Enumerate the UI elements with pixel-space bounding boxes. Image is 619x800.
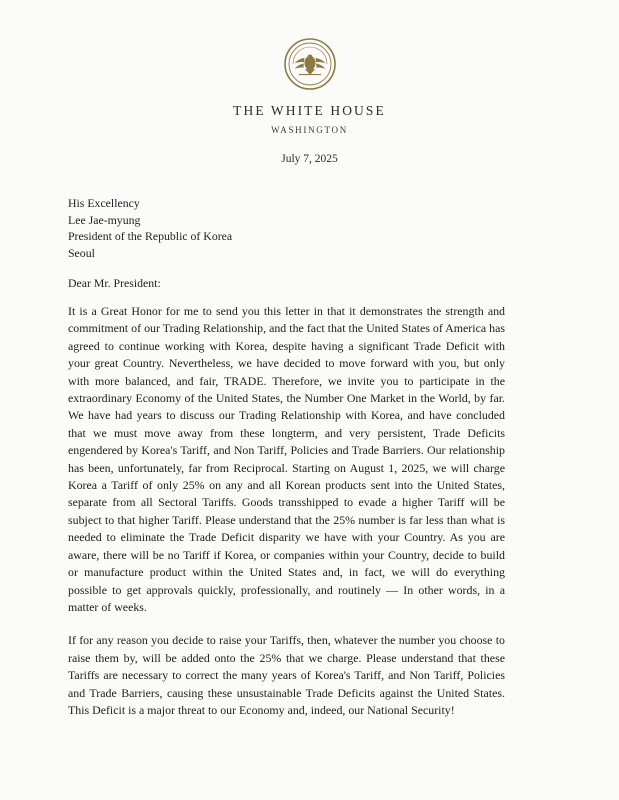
letter-body bbox=[68, 303, 505, 719]
salutation: Dear Mr. President: bbox=[68, 276, 161, 290]
recipient-line-4: Seoul bbox=[68, 245, 95, 260]
letter-date: July 7, 2025 bbox=[281, 153, 338, 165]
recipient-line-2: Lee Jae-myung bbox=[68, 212, 141, 227]
letterhead-title: THE WHITE HOUSE bbox=[233, 103, 386, 118]
letterhead bbox=[0, 103, 619, 135]
recipient-line-1: His Excellency bbox=[68, 196, 140, 210]
letterhead-subtitle: WASHINGTON bbox=[271, 125, 348, 135]
recipient-line-3: President of the Republic of Korea bbox=[68, 229, 233, 243]
body-paragraph: It is a Great Honor for me to send you this letter in that it demonstrates the strength and commitment of our Trading Relationship, and the fact that the United States of America has agreed to continue working with Korea, despite having a significant Trade Deficit with your great Country. Nevertheless, we have decided to move forward with you, but only with more balanced, and fair, TRADE. Therefore, we invite you to participate in the extraordinary Economy of the United States, the Number One Market in the World, by far. We have had years to discuss our Trading Relationship with Korea, and have concluded that we must move away from these longterm, and very persistent, Trade Deficits engendered by Korea's Tariff, and Non Tariff, Policies and Trade Barriers. Our relationship has been, unfortunately, far from Reciprocal. Starting on August 1, 2025, we will charge Korea a Tariff of only 25% on any and all Korean products sent into the United States, separate from all Sectoral Tariffs. Goods transshipped to evade a higher Tariff will be subject to that higher Tariff. Please understand that the 25% number is far less than what is needed to eliminate the Trade Deficit disparity we have with your Country. As you are aware, there will be no Tariff if Korea, or companies within your Country, decide to build or manufacture product within the United States and, in fact, we will do everything possible to get approvals quickly, professionally, and routinely — In other words, in a matter of weeks. bbox=[68, 304, 505, 614]
presidential-seal-icon bbox=[284, 38, 336, 90]
body-paragraph: If for any reason you decide to raise your Tariffs, then, whatever the number you choose to raise them by, will be added onto the 25% that we charge. Please understand that these Tariffs are necessary to correct the many years of Korea's Tariff, and Non Tariff, Policies and Trade Barriers, causing these unsustainable Trade Deficits against the United States. This Deficit is a major threat to our Economy and, indeed, our National Security! bbox=[68, 633, 505, 717]
recipient-address bbox=[68, 195, 232, 261]
